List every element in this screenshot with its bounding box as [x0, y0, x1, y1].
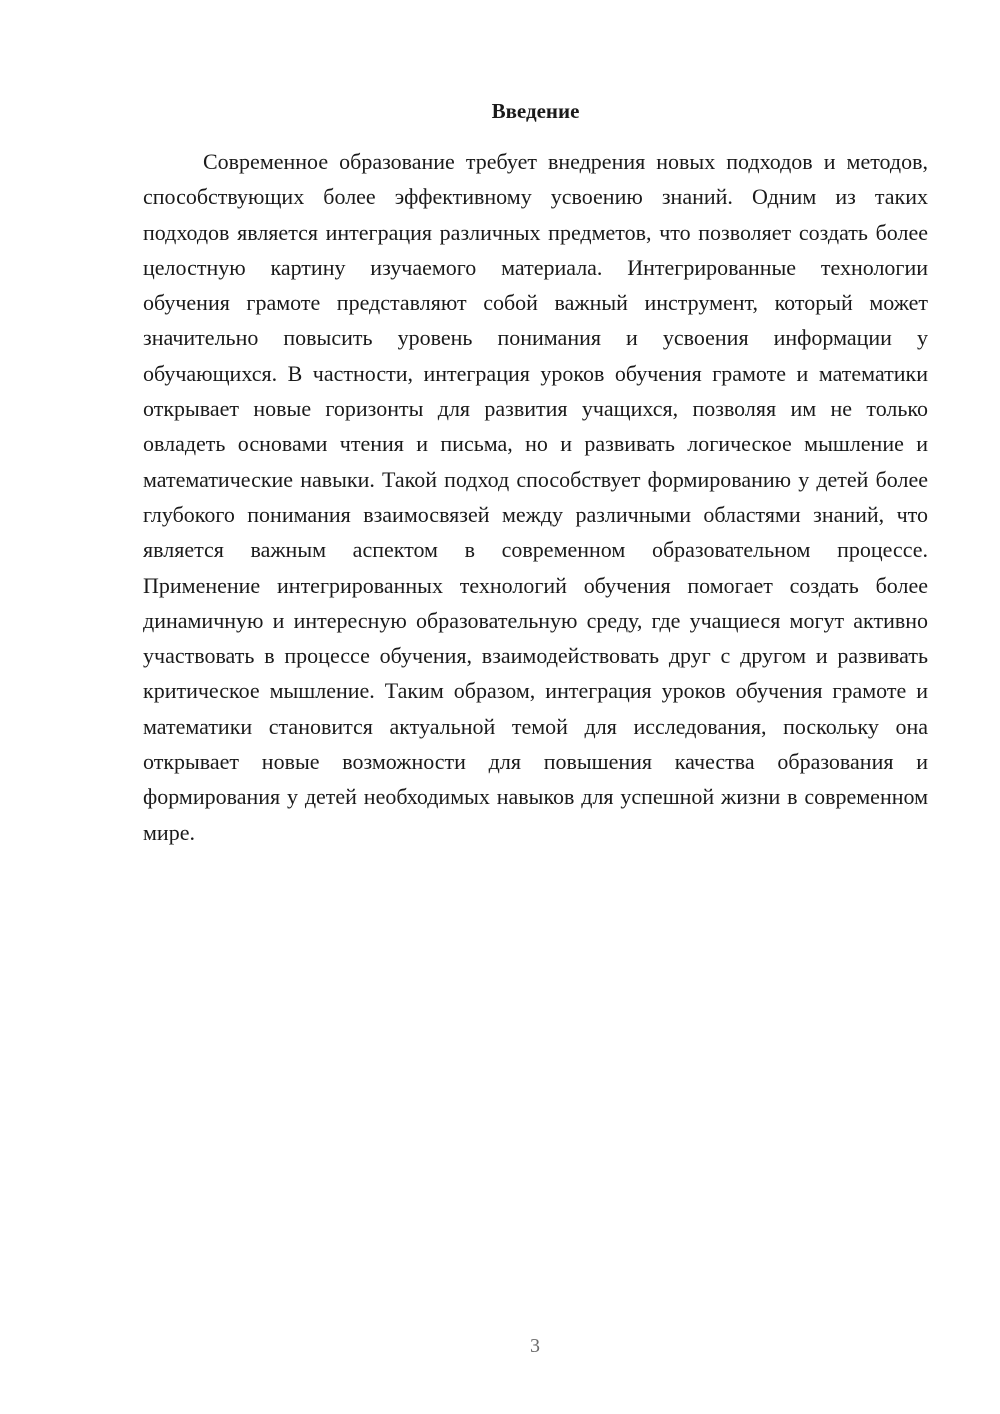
- page-title: Введение: [491, 99, 580, 123]
- page-number: 3: [530, 1335, 540, 1357]
- intro-paragraph: Современное образование требует внедрения новых подходов и методов, способствующих более эффективному усвоению знаний. Одним из таких подходов является интеграция различных предметов, что позволяет создать более целостную картину изучаемого материала. Интегрированные технологии обучения грамоте представляют собой важный инструмент, который может значительно повысить уровень понимания и усвоения информации у обучающихся. В частности, интеграция уроков обучения грамоте и математики открывает новые горизонты для развития учащихся, позволяя им не только овладеть основами чтения и письма, но и развивать логическое мышление и математические навыки. Такой подход способствует формированию у детей более глубокого понимания взаимосвязей между различными областями знаний, что является важным аспектом в современном образовательном процессе. Применение интегрированных технологий обучения помогает создать более динамичную и интересную образовательную среду, где учащиеся могут активно участвовать в процессе обучения, взаимодействовать друг с другом и развивать критическое мышление. Таким образом, интеграция уроков обучения грамоте и математики становится актуальной темой для исследования, поскольку она открывает новые возможности для повышения качества образования и формирования у детей необходимых навыков для успешной жизни в современном мире.: [143, 149, 928, 845]
